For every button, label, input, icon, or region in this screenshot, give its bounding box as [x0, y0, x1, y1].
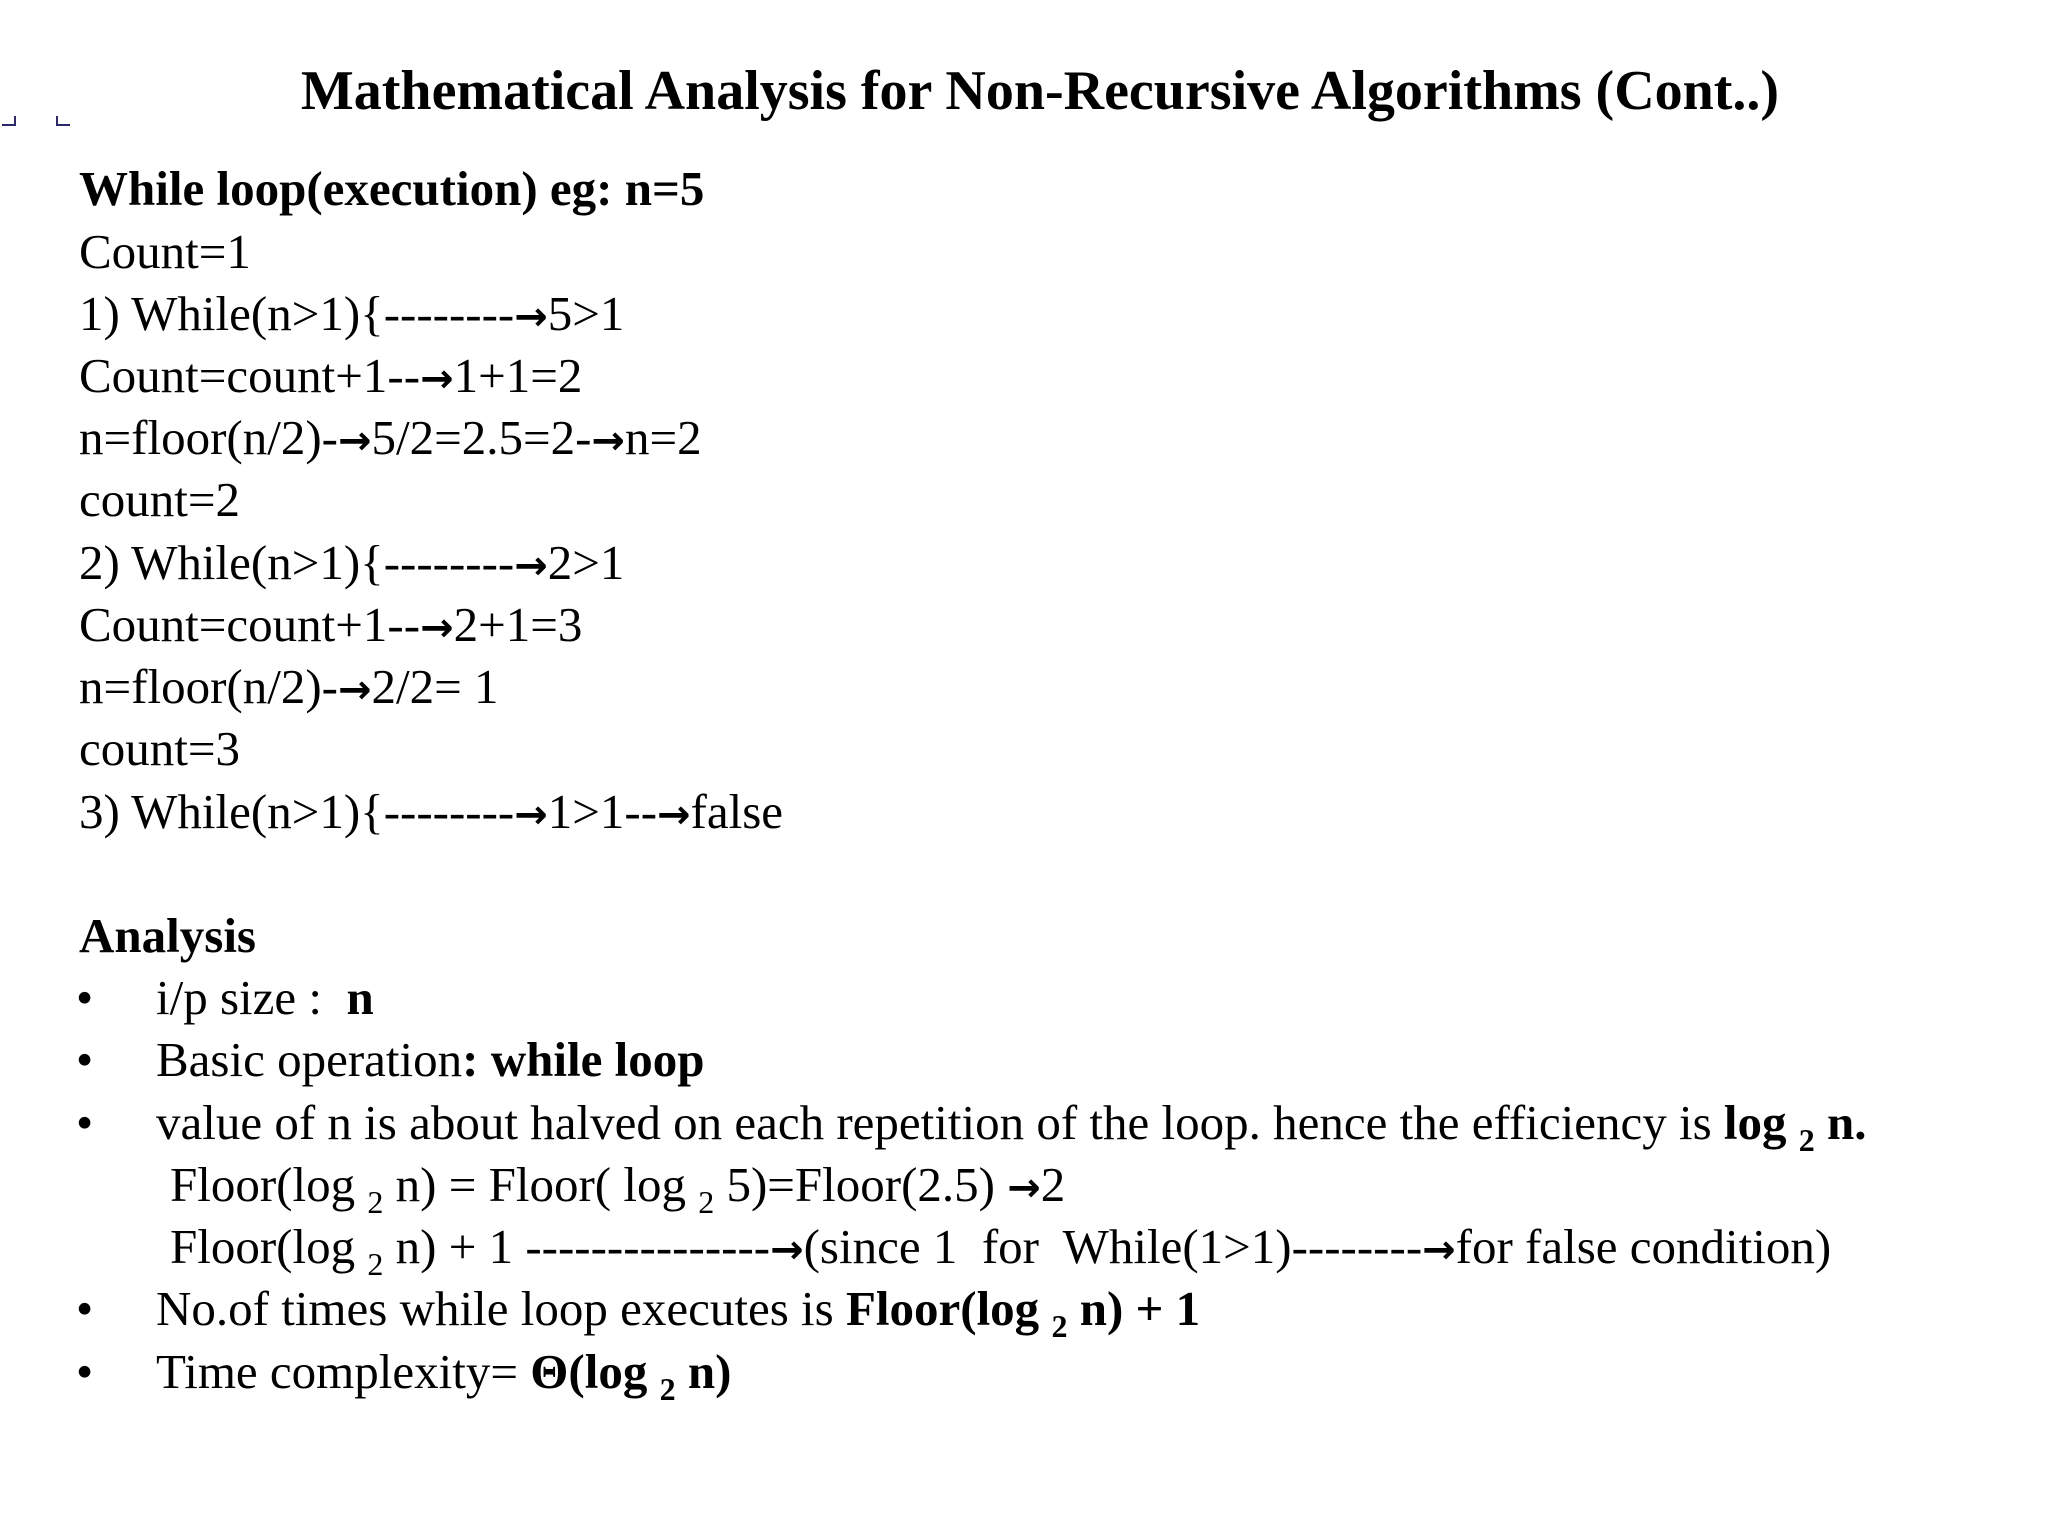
trace-line-1: Count=1: [79, 224, 251, 279]
trace-line-7: Count=count+1--→2+1=3: [79, 597, 583, 652]
bullet-icon: •: [76, 970, 94, 1025]
arrow-right-icon: →: [420, 605, 454, 651]
bullet-icon: •: [76, 1032, 94, 1087]
arrow-right-icon: →: [420, 356, 454, 402]
arrow-right-icon: →: [770, 1227, 804, 1273]
slide-title: Mathematical Analysis for Non-Recursive Algorithms (Cont..): [300, 60, 1780, 122]
trace-line-5: count=2: [79, 472, 240, 527]
execution-heading: While loop(execution) eg: n=5: [79, 161, 705, 216]
arrow-right-icon: →: [1007, 1165, 1041, 1211]
bullet-icon: •: [76, 1344, 94, 1399]
arrow-right-icon: →: [514, 792, 548, 838]
bullet-icon: •: [76, 1095, 94, 1150]
analysis-subline-plus-one: Floor(log $_2$ n) + 1 ---------------→(since 1 for While(1>1)--------→for false condition): [170, 1219, 1832, 1282]
trace-line-2: 1) While(n>1){--------→5>1: [79, 286, 625, 341]
trace-line-3: Count=count+1--→1+1=2: [79, 348, 583, 403]
trace-line-6: 2) While(n>1){--------→2>1: [79, 535, 625, 590]
arrow-right-icon: →: [591, 418, 625, 464]
arrow-right-icon: →: [337, 418, 372, 464]
trace-line-4: n=floor(n/2)-→5/2=2.5=2-→n=2: [79, 410, 702, 465]
analysis-heading: Analysis: [79, 908, 257, 963]
analysis-subline-floor-example: Floor(log $_2$ n) = Floor( log $_2$ 5)=Floor(2.5) →2: [170, 1157, 1066, 1220]
arrow-right-icon: →: [337, 667, 372, 713]
arrow-right-icon: →: [514, 543, 548, 589]
trace-line-8: n=floor(n/2)-→2/2= 1: [79, 659, 499, 714]
arrow-right-icon: →: [1422, 1227, 1456, 1273]
arrow-right-icon: →: [657, 792, 691, 838]
trace-line-10: 3) While(n>1){--------→1>1--→false: [79, 784, 784, 839]
bullet-icon: •: [76, 1281, 94, 1336]
arrow-right-icon: →: [514, 294, 548, 340]
trace-line-9: count=3: [79, 721, 240, 776]
